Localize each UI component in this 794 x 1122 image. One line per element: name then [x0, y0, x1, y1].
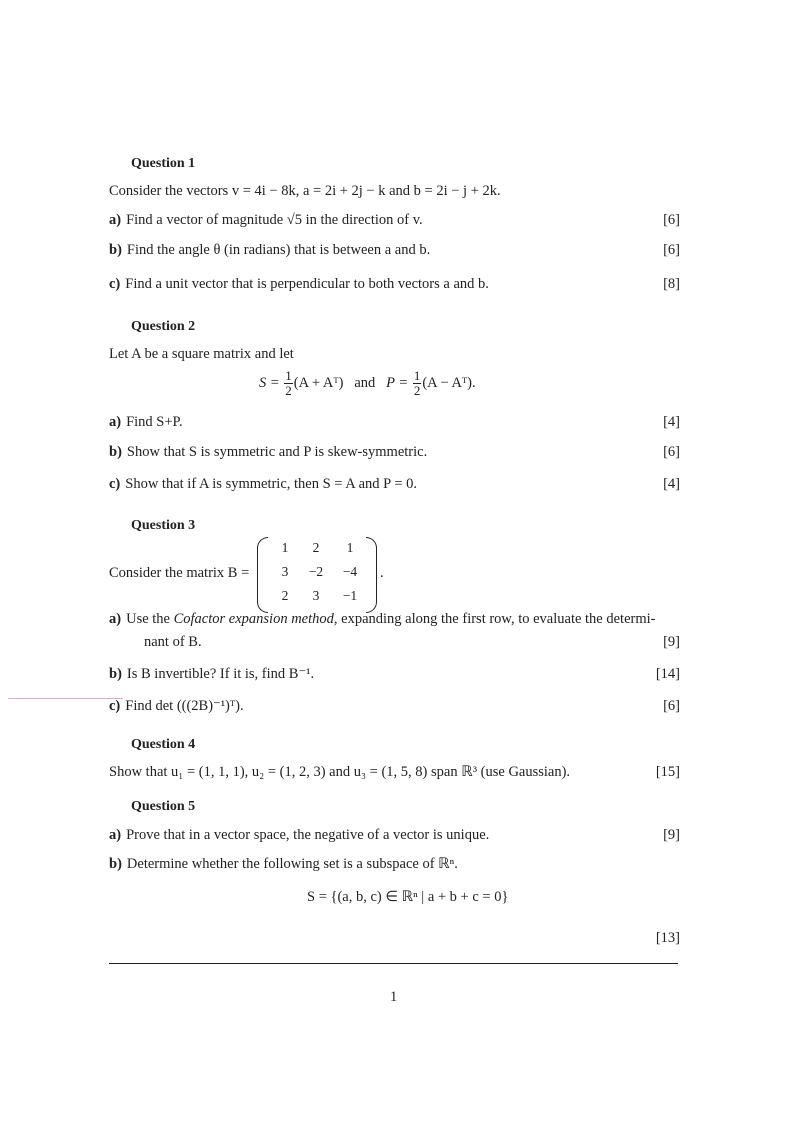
- matrix-cell: 1: [281, 540, 289, 555]
- question-2-intro: Let A be a square matrix and let: [109, 346, 294, 362]
- matrix-cell: −2: [308, 564, 324, 579]
- matrix-b: [257, 537, 377, 611]
- q1-part-b: b) Find the angle θ (in radians) that is between a and b.: [109, 242, 431, 258]
- q2-part-b: b) Show that S is symmetric and P is skew-symmetric.: [109, 444, 428, 460]
- pink-mark-line: [8, 698, 123, 699]
- q1-part-a: a) Find a vector of magnitude √5 in the direction of v.: [109, 212, 423, 228]
- q2-part-a-mark: [4]: [663, 414, 680, 430]
- q3-part-b-mark: [14]: [655, 666, 680, 682]
- question-3-heading: Question 3: [131, 518, 196, 533]
- footer-rule: [109, 963, 678, 964]
- page-number: 1: [390, 989, 398, 1005]
- q5-part-a: a) Prove that in a vector space, the negative of a vector is unique.: [109, 827, 490, 843]
- q2-part-c-mark: [4]: [663, 476, 680, 492]
- right-paren: [366, 537, 377, 613]
- question-1-heading: Question 1: [131, 156, 196, 171]
- q4-mark: [15]: [655, 764, 680, 780]
- q1-part-a-mark: [6]: [663, 212, 680, 228]
- question-3-intro: Consider the matrix B =: [109, 565, 250, 581]
- q3-part-a-continued: nant of B.: [144, 634, 202, 650]
- q3-part-c: c) Find det (((2B)⁻¹)ᵀ).: [109, 698, 244, 714]
- matrix-cell: −4: [342, 564, 358, 579]
- q2-formula: S = $\frac{1}{2}$ (A + Aᵀ) and P = $\frac{1}{2}$ (A − Aᵀ).: [259, 368, 476, 399]
- question-4-heading: Question 4: [131, 737, 196, 752]
- matrix-cell: 3: [281, 564, 289, 579]
- q3-part-b: b) Is B invertible? If it is, find B⁻¹.: [109, 666, 315, 682]
- left-paren: [257, 537, 268, 613]
- q3-part-a-mark: [9]: [663, 634, 680, 650]
- question-2-heading: Question 2: [131, 319, 196, 334]
- matrix-cell: 1: [346, 540, 354, 555]
- q2-part-c: c) Show that if A is symmetric, then S = A and P = 0.: [109, 476, 417, 492]
- q1-part-c: c) Find a unit vector that is perpendicular to both vectors a and b.: [109, 276, 489, 292]
- q2-part-b-mark: [6]: [663, 444, 680, 460]
- question-1-intro: Consider the vectors v = 4i − 8k, a = 2i + 2j − k and b = 2i − j + 2k.: [109, 183, 501, 199]
- question-4-text: Show that u₁ = (1, 1, 1), u₂ = (1, 2, 3) and u₃ = (1, 5, 8) span ℝ³ (use Gaussian).: [109, 764, 571, 780]
- matrix-cell: 3: [312, 588, 320, 603]
- q1-part-c-mark: [8]: [663, 276, 680, 292]
- matrix-cell: 2: [312, 540, 320, 555]
- q3-part-a: a) Use the Cofactor expansion method, expanding along the first row, to evaluate the determi-: [109, 611, 656, 627]
- matrix-cell: −1: [342, 588, 358, 603]
- q5-part-b: b) Determine whether the following set is a subspace of ℝⁿ.: [109, 856, 458, 872]
- matrix-cell: 2: [281, 588, 289, 603]
- q5-part-a-mark: [9]: [663, 827, 680, 843]
- q1-part-b-mark: [6]: [663, 242, 680, 258]
- q5-part-b-mark: [13]: [655, 930, 680, 946]
- question-5-heading: Question 5: [131, 799, 196, 814]
- q5-set-formula: S = {(a, b, c) ∈ ℝⁿ | a + b + c = 0}: [307, 889, 509, 905]
- q3-part-c-mark: [6]: [663, 698, 680, 714]
- q2-part-a: a) Find S+P.: [109, 414, 183, 430]
- matrix-period: .: [380, 565, 384, 581]
